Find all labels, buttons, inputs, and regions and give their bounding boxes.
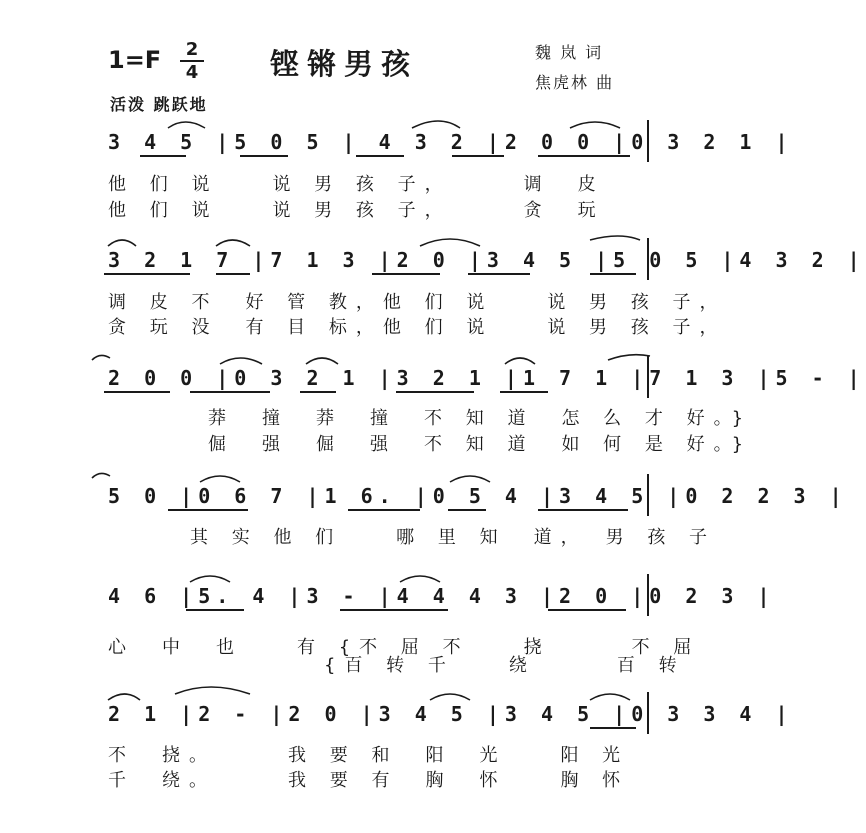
slur-mark xyxy=(190,576,230,582)
slur-mark xyxy=(570,122,620,128)
lyric-row-1-verse-2: 他 们 说 说 男 孩 子， 贪 玩 xyxy=(108,200,605,221)
slur-mark xyxy=(168,122,205,128)
lyric-row-6-verse-1: 不 挠。 我 要 和 阳 光 阳 光 xyxy=(108,745,630,766)
slur-mark xyxy=(450,476,490,482)
slur-mark xyxy=(306,358,338,364)
slur-mark xyxy=(108,240,136,246)
slur-mark xyxy=(216,240,250,246)
lyric-row-3-verse-1: 莽 撞 莽 撞 不 知 道 怎 么 才 好。} xyxy=(208,408,753,429)
slur-mark xyxy=(430,694,470,700)
lyric-row-5-verse-1: 心 中 也 有 {不 屈 不 挠 不 屈 xyxy=(108,637,701,658)
lyric-row-1-verse-1: 他 们 说 说 男 孩 子， 调 皮 xyxy=(108,174,605,195)
slur-mark xyxy=(608,355,650,360)
lyric-row-2-verse-2: 贪 玩 没 有 目 标，他 们 说 说 男 孩 子， xyxy=(108,317,727,338)
lyric-row-5-verse-2: {百 转 千 绕 百 转 xyxy=(108,655,686,676)
slur-mark xyxy=(505,358,535,364)
lyric-row-6-verse-2: 千 绕。 我 要 有 胸 怀 胸 怀 xyxy=(108,770,630,791)
slur-mark xyxy=(200,476,240,482)
time-signature-bottom: 4 xyxy=(185,62,199,83)
slur-mark xyxy=(175,687,250,694)
notation-row-6: 2 1 |2 - |2 0 |3 4 5 |3 4 5 |0 3 3 4 | xyxy=(108,702,794,726)
slur-mark xyxy=(590,694,630,700)
lyricist-credit: 魏 岚 词 xyxy=(535,43,604,62)
key-signature: 1=F xyxy=(108,46,162,74)
notation-row-4: 5 0 |0 6 7 |1 6. |0 5 4 |3 4 5 |0 2 2 3 | xyxy=(108,484,848,508)
lyric-row-3-verse-2: 倔 强 倔 强 不 知 道 如 何 是 好。} xyxy=(208,434,753,455)
tempo-marking: 活泼 跳跃地 xyxy=(110,95,208,114)
slur-mark xyxy=(92,355,110,360)
time-signature-top: 2 xyxy=(185,39,199,60)
notation-row-2: 3 2 1 7 |7 1 3 |2 0 |3 4 5 |5 0 5 |4 3 2 | xyxy=(108,248,866,272)
slur-mark xyxy=(92,473,110,478)
song-title: 铿锵男孩 xyxy=(270,47,419,81)
slur-mark xyxy=(400,576,440,582)
slur-mark xyxy=(590,236,640,240)
composer-credit: 焦虎林 曲 xyxy=(535,73,615,92)
lyric-row-2-verse-1: 调 皮 不 好 管 教，他 们 说 说 男 孩 子， xyxy=(108,292,727,313)
slur-mark xyxy=(420,239,480,246)
slur-mark xyxy=(108,694,140,700)
slur-mark xyxy=(412,121,460,128)
lyric-row-4: 其 实 他 们 哪 里 知 道， 男 孩 子 xyxy=(190,527,717,548)
notation-row-1: 3 4 5 |5 0 5 | 4 3 2 |2 0 0 |0 3 2 1 | xyxy=(108,130,794,154)
slur-mark xyxy=(220,358,262,364)
notation-row-5: 4 6 |5. 4 |3 - |4 4 4 3 |2 0 |0 2 3 | xyxy=(108,584,776,608)
notation-row-3: 2 0 0 |0 3 2 1 |3 2 1 |1 7 1 |7 1 3 |5 - | xyxy=(108,366,866,390)
